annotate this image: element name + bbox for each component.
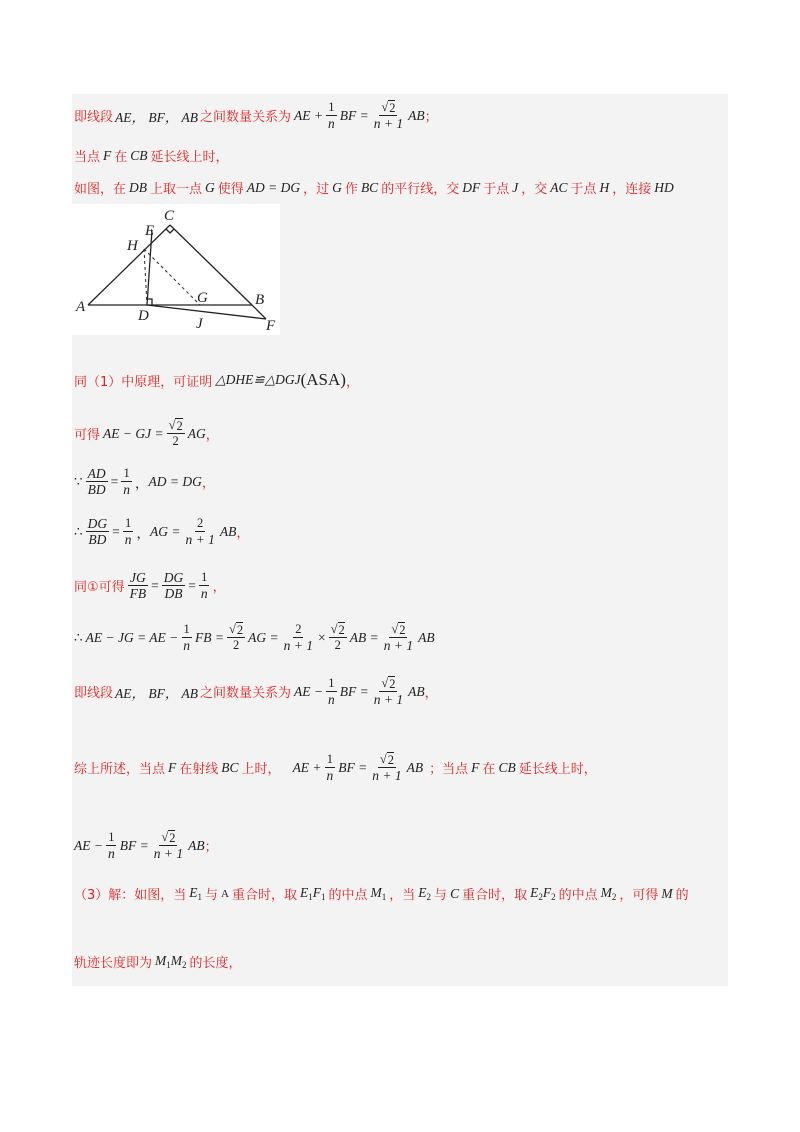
subscript: 1 (197, 892, 203, 902)
math: (ASA) (300, 370, 346, 389)
text: 之间数量关系为 (200, 110, 292, 125)
text: 之间数量关系为 (200, 686, 292, 701)
math: AB (219, 523, 237, 539)
case-line (74, 146, 229, 165)
math: H (599, 179, 610, 195)
math: AG = (248, 629, 279, 645)
subscript: 1 (321, 892, 326, 902)
fraction: $\frac{1}{n}$ (328, 676, 335, 707)
math: DB (129, 179, 148, 195)
fraction: √ 2 n + 1 (383, 622, 414, 653)
relation-line-2 (74, 676, 438, 707)
text: 重合时，取 (232, 888, 298, 903)
subscript: 1 (308, 892, 313, 902)
math: M (600, 885, 612, 900)
fraction: $\frac{AD}{BD}$ (87, 466, 106, 497)
text: ， (205, 428, 219, 443)
text: 作 (344, 182, 358, 197)
math: F (542, 885, 552, 900)
label-H: H (127, 238, 138, 254)
text: ，连接 (612, 182, 652, 197)
math: F (471, 759, 480, 775)
math: × (318, 629, 326, 645)
text: 同（1）中原理，可证明 (74, 374, 213, 390)
part3-line (74, 884, 689, 903)
subscript: 1 (166, 960, 171, 970)
math: BF = (338, 759, 368, 775)
equation-line-5 (74, 418, 219, 449)
math: CB (130, 147, 148, 163)
segment-HD (144, 249, 147, 305)
text: ，当 (389, 888, 416, 903)
label-E: E (145, 223, 155, 239)
text: 的中点 (328, 888, 368, 903)
math: AB = (349, 629, 379, 645)
equation-line-7 (74, 516, 249, 547)
math: ∴ (74, 523, 83, 539)
math: AE − JG = AE − (85, 629, 179, 645)
math: AB (408, 683, 425, 699)
fraction: √ 2 2 (229, 622, 244, 652)
text: 轨迹长度即为 (74, 956, 153, 971)
math: AE − (294, 683, 323, 699)
text: 上取一点 (150, 182, 203, 197)
math: = (188, 577, 196, 593)
equation-line-9 (74, 622, 435, 653)
text: 与 (205, 888, 219, 903)
math: FB = (195, 629, 225, 645)
text: 可得 (74, 428, 101, 443)
math: E (300, 885, 309, 900)
math: J (512, 179, 519, 195)
text: 延长线上时， (518, 762, 597, 777)
text: ； (204, 840, 218, 855)
text: 在 (482, 762, 496, 777)
fraction: $\frac{1}{n}$ (328, 100, 335, 131)
fraction: √ 2 n + 1 (372, 752, 402, 783)
math: AG (187, 425, 206, 441)
math: AC (550, 179, 568, 195)
fraction: $\frac{DG}{DB}$ (163, 570, 184, 601)
segment-DE (147, 230, 152, 305)
label-A: A (76, 299, 86, 315)
text: 于点 (570, 182, 597, 197)
text: ， (345, 374, 359, 390)
math: AG = (149, 523, 181, 539)
math: ， (136, 525, 150, 541)
summary-line (74, 752, 597, 783)
math: BF = (119, 837, 149, 853)
math: M (170, 953, 183, 968)
text: ； (424, 110, 438, 125)
fraction: $\frac{1}{n}$ (124, 516, 132, 547)
text: 于点 (483, 182, 510, 197)
equation-line-6 (74, 466, 215, 497)
fraction: $\frac{1}{n}$ (107, 830, 115, 861)
math: HD (654, 179, 674, 195)
text: ， (424, 686, 438, 701)
text: ， (236, 526, 250, 541)
math: E (189, 885, 198, 900)
math: AE + (294, 107, 323, 123)
math: = (112, 523, 120, 539)
fraction: $\frac{1}{n}$ (123, 466, 130, 497)
text: 同①可得 (74, 580, 125, 595)
text: 的 (675, 888, 689, 903)
math: AB (408, 107, 425, 123)
math: BF = (339, 683, 369, 699)
label-F: F (266, 318, 276, 334)
text: 即线段 (74, 686, 114, 701)
subscript: 2 (538, 892, 543, 902)
fraction: $\frac{2}{n + 1}$ (283, 622, 313, 653)
text: 在 (114, 150, 128, 165)
text: 重合时，取 (462, 888, 528, 903)
fraction: $\frac{1}{n}$ (183, 622, 191, 653)
text: 当点 (74, 150, 101, 165)
fraction: $\frac{1}{n}$ (326, 752, 334, 783)
text: ，交 (521, 182, 548, 197)
label-G: G (197, 290, 208, 306)
triangle-diagram (72, 204, 280, 335)
equation-line-8 (74, 570, 226, 601)
text: 在射线 (179, 762, 219, 777)
math: = (151, 577, 159, 593)
text: 的中点 (558, 888, 598, 903)
math: AE − GJ = (103, 425, 164, 441)
math: BC (360, 179, 379, 195)
subscript: 1 (381, 892, 387, 902)
math: G (205, 179, 215, 195)
construction-line (74, 178, 677, 197)
text: ，可得 (619, 888, 659, 903)
text: 使得 (217, 182, 244, 197)
text: ， (201, 476, 215, 491)
math: AE， BF， AB (115, 109, 198, 125)
text: ， (212, 580, 226, 595)
relation-line-1 (74, 100, 438, 131)
math: AD = DG (246, 179, 301, 195)
fraction: $\frac{DG}{BD}$ (87, 516, 108, 547)
fraction: √ 2 n + 1 (153, 830, 184, 861)
text: 与 (434, 888, 448, 903)
math: F (312, 885, 322, 900)
math: ， (134, 475, 149, 491)
subscript: 2 (426, 892, 432, 902)
math: △DHE≌△DGJ (215, 372, 301, 387)
math: BC (221, 759, 239, 775)
math: G (332, 179, 342, 195)
text: 延长线上时， (150, 150, 229, 165)
math: M (661, 885, 673, 901)
math: ∵ (74, 473, 83, 489)
math: ∴ (74, 629, 83, 645)
label-J: J (196, 316, 203, 332)
relation-line-3 (74, 830, 218, 861)
segment-CB (170, 225, 252, 305)
math: BF = (339, 107, 369, 123)
right-angle-C (166, 229, 174, 233)
math: E (530, 885, 539, 900)
math: A (221, 887, 229, 900)
text: （3）解：如图，当 (74, 888, 187, 903)
fraction: √ 2 2 (168, 418, 183, 448)
math: CB (498, 759, 516, 775)
math: AD = DG (148, 473, 202, 489)
text: 的长度， (189, 956, 242, 971)
text: 的平行线，交 (381, 182, 460, 197)
segment-AC (88, 225, 170, 305)
math: = (110, 473, 119, 489)
text: 上时， (241, 762, 281, 777)
geometry-figure (72, 204, 280, 335)
fraction: √ 2 n + 1 (373, 100, 404, 131)
fraction: √ 2 n + 1 (373, 676, 404, 707)
fraction: $\frac{JG}{FB}$ (129, 570, 147, 601)
text: 综上所述，当点 (74, 762, 166, 777)
math: AE + (292, 759, 322, 775)
label-C: C (164, 208, 175, 224)
math: AE， BF， AB (115, 685, 198, 701)
fraction: √ 2 2 (330, 622, 345, 652)
trajectory-line (74, 952, 242, 971)
subscript: 2 (182, 960, 187, 970)
math: AB (188, 837, 205, 853)
fraction: $\frac{1}{n}$ (200, 570, 208, 601)
subscript: 2 (551, 892, 556, 902)
math: M (370, 885, 382, 900)
fraction: $\frac{2}{n + 1}$ (185, 516, 215, 547)
math: E (418, 885, 427, 900)
text: 即线段 (74, 110, 114, 125)
math: AB (406, 759, 424, 775)
text: ，过 (303, 182, 330, 197)
math: F (103, 147, 112, 163)
math: DF (462, 179, 481, 195)
congruence-line (74, 370, 359, 390)
math: AE − (74, 837, 103, 853)
text: 如图，在 (74, 182, 127, 197)
math: AB (418, 629, 435, 645)
segment-HG (144, 249, 200, 305)
subscript: 2 (611, 892, 617, 902)
math: M (155, 953, 167, 968)
segment-DF (147, 305, 266, 319)
label-B: B (255, 292, 265, 308)
label-D: D (138, 308, 149, 324)
math: C (450, 885, 460, 901)
text: ；当点 (429, 762, 469, 777)
math: F (168, 759, 177, 775)
